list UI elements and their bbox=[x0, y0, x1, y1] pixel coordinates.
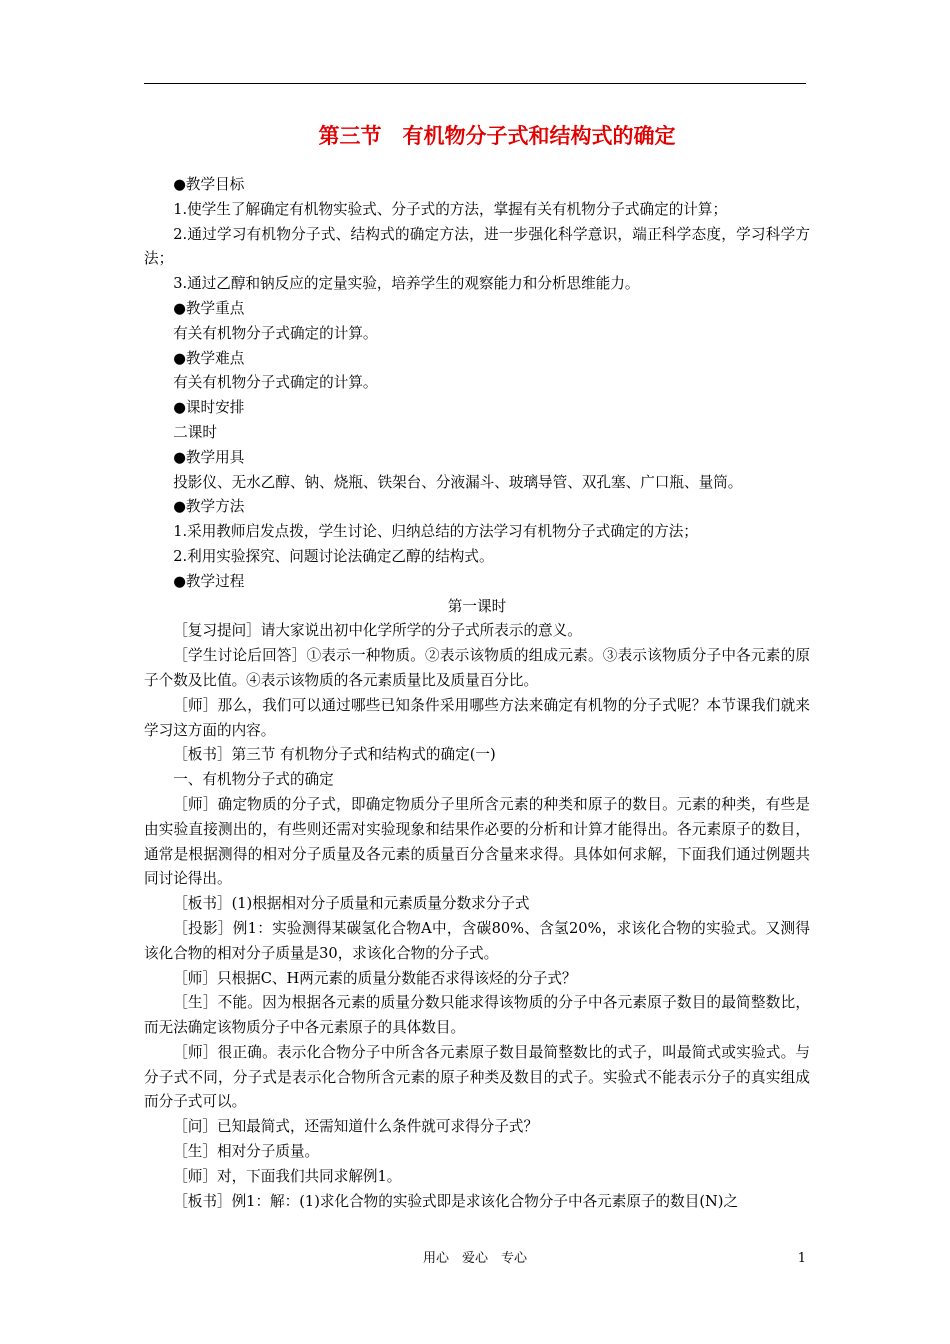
paragraph: 3.通过乙醇和钠反应的定量实验，培养学生的观察能力和分析思维能力。 bbox=[173, 275, 640, 293]
section-heading-methods: ●教学方法 bbox=[173, 498, 245, 516]
paragraph: 1.采用教师启发点拨，学生讨论、归纳总结的方法学习有机物分子式确定的方法； bbox=[173, 523, 698, 541]
paragraph: 二课时 bbox=[173, 423, 217, 441]
page-number: 1 bbox=[797, 1251, 806, 1266]
lesson-heading: 第一课时 bbox=[447, 597, 507, 615]
paragraph: 2.利用实验探究、问题讨论法确定乙醇的结构式。 bbox=[173, 547, 494, 565]
paragraph: ［师］对，下面我们共同求解例1。 bbox=[173, 1167, 402, 1185]
document-body bbox=[144, 173, 810, 1214]
paragraph: ［投影］例1：实验测得某碳氢化合物A中，含碳80%、含氢20%，求该化合物的实验式。又测得该化合物的相对分子质量是30，求该化合物的分子式。 bbox=[144, 919, 810, 962]
page-footer bbox=[0, 1248, 950, 1270]
paragraph: ［师］确定物质的分子式，即确定物质分子里所含元素的种类和原子的数目。元素的种类，有些是由实验直接测出的，有些则还需对实验现象和结果作必要的分析和计算才能得出。各元素原子的数目，通常是根据测得的相对分子质量及各元素的质量百分含量来求得。具体如何求解，下面我们通过例题共同讨论得出。 bbox=[144, 795, 810, 888]
paragraph: 有关有机物分子式确定的计算。 bbox=[173, 374, 378, 392]
paragraph: ［板书］第三节 有机物分子式和结构式的确定(一) bbox=[173, 746, 496, 764]
paragraph: 有关有机物分子式确定的计算。 bbox=[173, 324, 378, 342]
paragraph: ［师］只根据C、H两元素的质量分数能否求得该烃的分子式？ bbox=[173, 969, 577, 987]
header-rule bbox=[144, 83, 806, 84]
paragraph: ［学生讨论后回答］①表示一种物质。②表示该物质的组成元素。③表示该物质分子中各元素的原子个数及比值。④表示该物质的各元素质量比及质量百分比。 bbox=[144, 647, 810, 689]
paragraph: ［师］很正确。表示化合物分子中所含各元素原子数目最简整数比的式子，叫最简式或实验式。与分子式不同，分子式是表示化合物所含元素的原子种类及数目的式子。实验式不能表示分子的真实组成而分子式可以。 bbox=[144, 1043, 810, 1111]
section-heading-key-points: ●教学重点 bbox=[173, 299, 245, 317]
paragraph: 一、有机物分子式的确定 bbox=[173, 771, 334, 789]
paragraph: 1.使学生了解确定有机物实验式、分子式的方法，掌握有关有机物分子式确定的计算； bbox=[173, 200, 728, 218]
page-title: 第三节 有机物分子式和结构式的确定 bbox=[318, 123, 676, 148]
paragraph: 投影仪、无水乙醇、钠、烧瓶、铁架台、分液漏斗、玻璃导管、双孔塞、广口瓶、量筒。 bbox=[173, 473, 743, 491]
paragraph: ［师］那么，我们可以通过哪些已知条件采用哪些方法来确定有机物的分子式呢？本节课我们就来学习这方面的内容。 bbox=[144, 696, 810, 739]
section-heading-schedule: ●课时安排 bbox=[173, 399, 245, 417]
paragraph: ［生］不能。因为根据各元素的质量分数只能求得该物质的分子中各元素原子数目的最简整数比，而无法确定该物质分子中各元素原子的具体数目。 bbox=[144, 994, 810, 1037]
section-heading-tools: ●教学用具 bbox=[173, 448, 245, 466]
footer-motto: 用心 爱心 专心 bbox=[422, 1251, 527, 1266]
paragraph: ［板书］(1)根据相对分子质量和元素质量分数求分子式 bbox=[173, 895, 530, 913]
paragraph: ［生］相对分子质量。 bbox=[173, 1143, 320, 1161]
section-heading-goals: ●教学目标 bbox=[173, 176, 245, 193]
section-heading-process: ●教学过程 bbox=[173, 572, 245, 590]
paragraph: ［板书］例1：解：(1)求化合物的实验式即是求该化合物分子中各元素原子的数目(N)之 bbox=[173, 1192, 739, 1210]
paragraph: ［复习提问］请大家说出初中化学所学的分子式所表示的意义。 bbox=[173, 622, 582, 640]
paragraph: 2.通过学习有机物分子式、结构式的确定方法，进一步强化科学意识，端正科学态度，学习科学方法； bbox=[144, 225, 810, 268]
section-heading-difficulties: ●教学难点 bbox=[173, 349, 245, 367]
paragraph: ［问］已知最简式，还需知道什么条件就可求得分子式？ bbox=[173, 1118, 539, 1136]
